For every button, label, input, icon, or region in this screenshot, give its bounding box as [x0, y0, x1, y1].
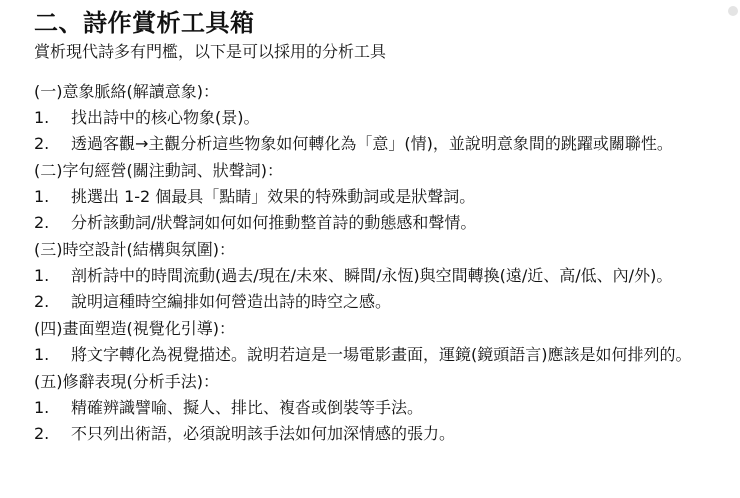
section-rhetoric [34, 370, 724, 445]
section-time-space [34, 238, 724, 313]
item-text: 透過客觀→主觀分析這些物象如何轉化為「意」(情)，並說明意象間的跳躍或關聯性。 [71, 134, 673, 153]
list-item [34, 397, 724, 419]
page-title: 二、詩作賞析工具箱 [34, 9, 255, 37]
list-item [34, 212, 724, 234]
item-number: 1. [34, 187, 50, 206]
item-text: 說明這種時空編排如何營造出詩的時空之感。 [71, 292, 392, 311]
list-item [34, 133, 724, 155]
item-number: 2. [34, 134, 50, 153]
section-title: (二)字句經營(關注動詞、狀聲詞)： [34, 161, 283, 180]
item-text: 分析該動詞/狀聲詞如何如何推動整首詩的動態感和聲情。 [71, 213, 477, 232]
item-number: 1. [34, 266, 50, 285]
item-number: 1. [34, 398, 50, 417]
item-number: 2. [34, 213, 50, 232]
list-item [34, 291, 724, 313]
section-visual [34, 317, 724, 366]
item-text: 精確辨識譬喻、擬人、排比、複沓或倒裝等手法。 [71, 398, 424, 417]
section-imagery [34, 80, 724, 155]
item-number: 1. [34, 345, 50, 364]
item-list [34, 344, 724, 366]
item-text: 剖析詩中的時間流動(過去/現在/未來、瞬間/永恆)與空間轉換(遠/近、高/低、內/外)。 [71, 266, 673, 285]
list-item [34, 423, 724, 445]
section-title: (五)修辭表現(分析手法)： [34, 372, 219, 391]
item-list [34, 186, 724, 234]
item-text: 將文字轉化為視覺描述。說明若這是一場電影畫面，運鏡(鏡頭語言)應該是如何排列的。 [71, 345, 692, 364]
section-title: (四)畫面塑造(視覺化引導)： [34, 319, 235, 338]
intro-text: 賞析現代詩多有門檻，以下是可以採用的分析工具 [34, 42, 387, 61]
document-page [34, 8, 724, 449]
item-number: 2. [34, 292, 50, 311]
item-number: 2. [34, 424, 50, 443]
item-text: 不只列出術語，必須說明該手法如何加深情感的張力。 [71, 424, 456, 443]
item-text: 挑選出 1-2 個最具「點睛」效果的特殊動詞或是狀聲詞。 [71, 187, 476, 206]
corner-indicator [728, 6, 738, 16]
item-list [34, 107, 724, 155]
list-item [34, 265, 724, 287]
list-item [34, 107, 724, 129]
section-title: (三)時空設計(結構與氛圍)： [34, 240, 235, 259]
item-list [34, 265, 724, 313]
list-item [34, 344, 724, 366]
list-item [34, 186, 724, 208]
item-text: 找出詩中的核心物象(景)。 [71, 108, 260, 127]
section-wording [34, 159, 724, 234]
item-list [34, 397, 724, 445]
item-number: 1. [34, 108, 50, 127]
section-title: (一)意象脈絡(解讀意象)： [34, 82, 219, 101]
